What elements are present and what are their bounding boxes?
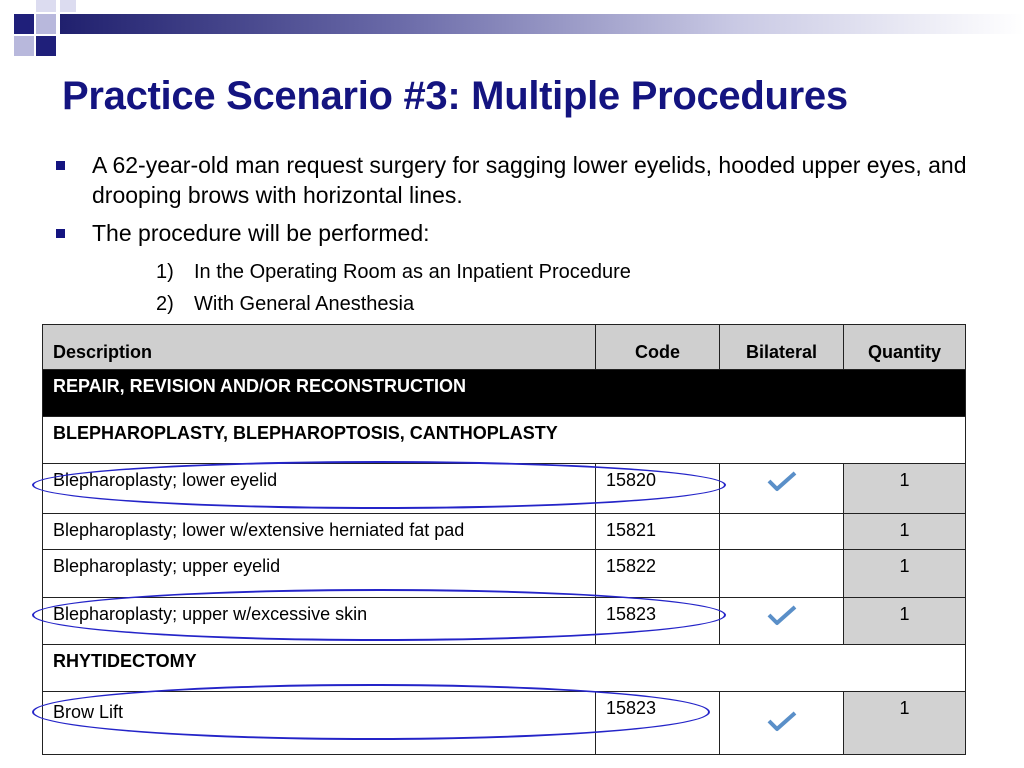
- row-bilateral: [720, 598, 844, 645]
- row-code: 15822: [596, 550, 720, 598]
- corner-decoration-square: [36, 36, 56, 56]
- section-row-repair: [43, 370, 966, 417]
- corner-decoration-square: [36, 0, 56, 12]
- numbered-subitem: [56, 256, 986, 288]
- numbered-subitem: [56, 288, 986, 320]
- section-label: BLEPHAROPLASTY, BLEPHAROPTOSIS, CANTHOPLASTY: [43, 417, 966, 464]
- bullet-item: [56, 150, 986, 210]
- highlight-oval: [32, 461, 726, 509]
- subitem-text: With General Anesthesia: [194, 293, 415, 315]
- row-description: Blepharoplasty; lower w/extensive herniated fat pad: [43, 514, 596, 550]
- row-quantity: 1: [844, 598, 966, 645]
- slide-title: Practice Scenario #3: Multiple Procedures: [62, 74, 848, 118]
- bullet-text: A 62-year-old man request surgery for sagging lower eyelids, hooded upper eyes, and drooping brows with horizontal lines.: [92, 152, 967, 208]
- highlight-oval: [32, 684, 710, 740]
- row-description: Blepharoplasty; upper eyelid: [43, 550, 596, 598]
- row-code: 15820: [596, 464, 720, 514]
- checkmark-icon: [767, 710, 797, 737]
- row-bilateral: [720, 550, 844, 598]
- highlight-oval: [32, 589, 726, 641]
- header-description: Description: [43, 325, 596, 370]
- corner-decoration-square: [14, 14, 34, 34]
- row-quantity: 1: [844, 464, 966, 514]
- table-header-row: [43, 325, 966, 370]
- header-code: Code: [596, 325, 720, 370]
- section-row-rhytidectomy: [43, 645, 966, 692]
- row-code: 15821: [596, 514, 720, 550]
- corner-decoration-square: [60, 0, 76, 12]
- row-description: Blepharoplasty; lower eyelid: [43, 464, 596, 514]
- section-label: REPAIR, REVISION AND/OR RECONSTRUCTION: [43, 370, 966, 417]
- bullet-list: [56, 150, 986, 320]
- row-bilateral: [720, 514, 844, 550]
- subitem-number: 2): [156, 293, 174, 315]
- row-bilateral: [720, 692, 844, 755]
- row-quantity: 1: [844, 692, 966, 755]
- header-bilateral: Bilateral: [720, 325, 844, 370]
- bullet-square-icon: [56, 229, 65, 238]
- header-gradient-bar: [60, 14, 1024, 34]
- section-label: RHYTIDECTOMY: [43, 645, 966, 692]
- row-quantity: 1: [844, 514, 966, 550]
- bullet-item: [56, 218, 986, 248]
- corner-decoration-square: [36, 14, 56, 34]
- section-row-blepharoplasty: [43, 417, 966, 464]
- row-description: Brow Lift: [43, 692, 596, 755]
- header-quantity: Quantity: [844, 325, 966, 370]
- bullet-text: The procedure will be performed:: [92, 220, 430, 246]
- checkmark-icon: [767, 604, 797, 631]
- table-row: [43, 514, 966, 550]
- row-quantity: 1: [844, 550, 966, 598]
- bullet-square-icon: [56, 161, 65, 170]
- row-bilateral: [720, 464, 844, 514]
- subitem-text: In the Operating Room as an Inpatient Procedure: [194, 261, 631, 283]
- corner-decoration-square: [14, 36, 34, 56]
- checkmark-icon: [767, 470, 797, 497]
- subitem-number: 1): [156, 261, 174, 283]
- row-code: 15823: [596, 598, 720, 645]
- row-code: 15823: [596, 692, 720, 755]
- row-description: Blepharoplasty; upper w/excessive skin: [43, 598, 596, 645]
